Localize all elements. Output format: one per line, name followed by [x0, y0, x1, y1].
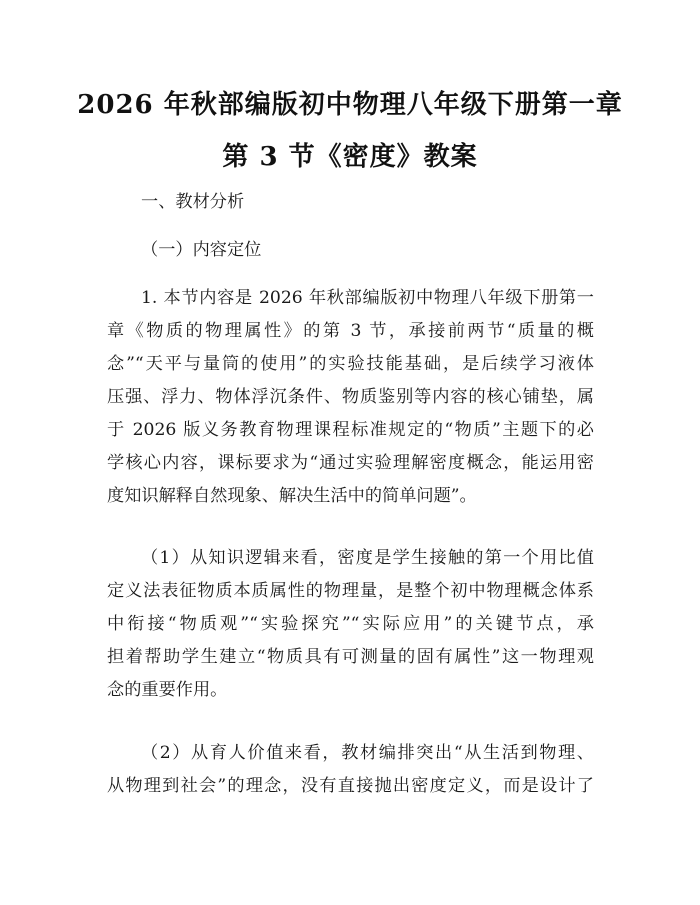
para2-line: 担着帮助学生建立“物质具有可测量的固有属性”这一物理观 — [107, 647, 594, 667]
para1-line: 压强、浮力、物体浮沉条件、物质鉴别等内容的核心铺垫，属 — [107, 387, 594, 407]
para3-line: （2）从育人价值来看，教材编排突出“从生活到物理、 — [141, 743, 594, 763]
para1-line: 学核心内容，课标要求为“通过实验理解密度概念，能运用密 — [107, 453, 594, 473]
para1-line: 1. 本节内容是 2026 年秋部编版初中物理八年级下册第一 — [141, 288, 594, 308]
document-title-line-2: 第 3 节《密度》教案 — [222, 142, 478, 172]
para1-line: 于 2026 版义务教育物理课程标准规定的“物质”主题下的必 — [107, 420, 594, 440]
para2-line: （1）从知识逻辑来看，密度是学生接触的第一个用比值 — [141, 548, 594, 568]
para2-line: 念的重要作用。 — [107, 680, 228, 700]
para1-line: 念”“天平与量筒的使用”的实验技能基础，是后续学习液体 — [107, 354, 594, 374]
para1-line: 章《物质的物理属性》的第 3 节，承接前两节“质量的概 — [107, 321, 594, 341]
para2-line: 中衔接“物质观”“实验探究”“实际应用”的关键节点，承 — [107, 614, 594, 634]
para2-line: 定义法表征物质本质属性的物理量，是整个初中物理概念体系 — [107, 581, 594, 601]
para3-line: 从物理到社会”的理念，没有直接抛出密度定义，而是设计了 — [107, 776, 594, 796]
document-title-line-1: 2026 年秋部编版初中物理八年级下册第一章 — [77, 90, 623, 120]
section-heading-teaching-material-analysis: 一、教材分析 — [141, 192, 245, 212]
para1-line: 度知识解释自然现象、解决生活中的简单问题”。 — [107, 486, 477, 506]
subsection-heading-content-positioning: （一）内容定位 — [141, 240, 262, 260]
